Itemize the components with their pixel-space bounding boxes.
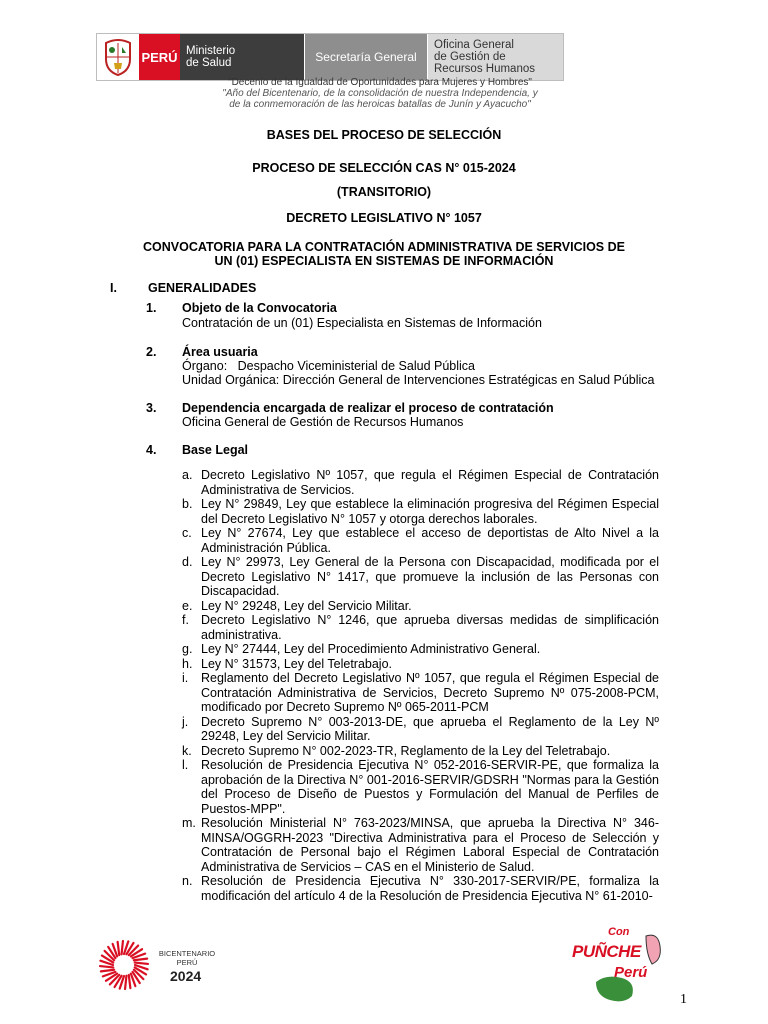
- list-text: Ley N° 29248, Ley del Servicio Militar.: [201, 598, 412, 613]
- list-marker: f.: [182, 613, 189, 627]
- item-number: 2.: [146, 345, 157, 359]
- puche-con: Con: [608, 926, 630, 938]
- bicentenario-year: 2024: [170, 968, 202, 984]
- base-legal-item: [182, 744, 659, 759]
- institution-header: [96, 33, 564, 81]
- base-legal-item: [182, 715, 659, 744]
- base-legal-item: [182, 657, 659, 672]
- list-marker: b.: [182, 497, 193, 511]
- oficina-label: Oficina General de Gestión de Recursos Humanos: [427, 34, 563, 80]
- item-heading: Base Legal: [182, 443, 249, 457]
- item-text: Unidad Orgánica: Dirección General de Intervenciones Estratégicas en Salud Pública: [182, 373, 655, 387]
- list-text: Resolución Ministerial N° 763-2023/MINSA, que aprueba la Directiva N° 346-MINSA/OGGRH-2023 "Directiva Administrativa para el Proceso de Selección y Contratación de Personal bajo el Régimen Laboral Especial de Contratación Administrativa de Servicios – CAS en el Ministerio de Salud.: [201, 816, 659, 874]
- item-heading: Dependencia encargada de realizar el proceso de contratación: [182, 401, 554, 415]
- base-legal-item: [182, 758, 659, 816]
- list-marker: d.: [182, 555, 193, 569]
- base-legal-item: [182, 497, 659, 526]
- item-heading: Área usuaria: [182, 345, 258, 359]
- year-slogans: [200, 77, 560, 110]
- document-title: BASES DEL PROCESO DE SELECCIÓN: [266, 128, 502, 142]
- list-marker: i.: [182, 671, 189, 685]
- list-marker: g.: [182, 642, 193, 656]
- con-puche-peru-logo: [566, 924, 670, 1006]
- list-marker: j.: [182, 714, 189, 729]
- item-text: Oficina General de Gestión de Recursos Humanos: [182, 415, 464, 429]
- list-text: Ley N° 31573, Ley del Teletrabajo.: [201, 656, 393, 671]
- base-legal-item: [182, 613, 659, 642]
- list-text: Ley N° 27444, Ley del Procedimiento Administrativo General.: [201, 642, 541, 656]
- bicentenario-logo: [96, 938, 246, 992]
- list-marker: c.: [182, 526, 192, 540]
- base-legal-item: [182, 468, 659, 497]
- base-legal-item: [182, 599, 659, 614]
- list-text: Ley N° 29973, Ley General de la Persona con Discapacidad, modificada por el Decreto Legislativo N° 1417, que promueve la inclusión de las Personas con Discapacidad.: [201, 555, 659, 598]
- list-text: Ley N° 29849, Ley que establece la eliminación progresiva del Régimen Especial del Decreto Legislativo N° 1057 y otorga derechos laborales.: [201, 497, 659, 526]
- list-text: Resolución de Presidencia Ejecutiva N° 330-2017-SERVIR/PE, formaliza la modificación del artículo 4 de la Resolución de Presidencia Ejecutiva N° 61-2010-: [201, 874, 659, 903]
- list-text: Decreto Legislativo N° 1246, que aprueba diversas medidas de simplificación administrativa.: [201, 613, 659, 642]
- base-legal-item: [182, 874, 659, 903]
- page-number: 1: [680, 992, 687, 1007]
- list-text: Decreto Supremo N° 003-2013-DE, que aprueba el Reglamento de la Ley Nº 29248, Ley del Servicio Militar.: [201, 714, 659, 743]
- section-title: GENERALIDADES: [148, 281, 257, 295]
- list-marker: n.: [182, 874, 193, 888]
- item-number: 3.: [146, 401, 157, 415]
- base-legal-list: [182, 468, 659, 903]
- list-text: Resolución de Presidencia Ejecutiva N° 052-2016-SERVIR-PE, que formaliza la aprobación de la Directiva N° 001-2016-SERVIR/GDSRH "Normas para la Gestión del Proceso de Diseño de Puestos y Formulación del Manual de Perfiles de Puestos-MPP".: [201, 758, 659, 816]
- slogan-line-1: "Decenio de la Igualdad de Oportunidades para Mujeres y Hombres": [228, 77, 532, 88]
- secretaria-label: Secretaría General: [304, 34, 427, 80]
- puche-main: PUÑCHE: [572, 942, 641, 961]
- base-legal-item: [182, 671, 659, 715]
- list-text: Reglamento del Decreto Legislativo Nº 1057, que regula el Régimen Especial de Contratación Administrativa de Servicios, Decreto Supremo Nº 075-2008-PCM, modificado por Decreto Supremo Nº 065-2011-PCM: [201, 671, 659, 714]
- base-legal-item: [182, 816, 659, 874]
- list-marker: m.: [182, 816, 196, 830]
- convocatoria-title: [130, 240, 638, 268]
- slogan-line-2: "Año del Bicentenario, de la consolidación de nuestra Independencia, y: [222, 88, 538, 99]
- peru-brand-label: PERÚ: [139, 34, 180, 80]
- base-legal-item: [182, 555, 659, 599]
- section-number: I.: [110, 281, 117, 295]
- list-text: Decreto Supremo N° 002-2023-TR, Reglamento de la Ley del Teletrabajo.: [201, 743, 611, 758]
- puche-peru: Perú: [614, 964, 648, 981]
- coat-of-arms-icon: [97, 34, 139, 80]
- ministerio-label: Ministerio de Salud: [180, 34, 304, 80]
- list-marker: k.: [182, 743, 192, 758]
- item-number: 1.: [146, 301, 157, 315]
- item-text: Contratación de un (01) Especialista en Sistemas de Información: [182, 316, 542, 330]
- list-text: Ley N° 27674, Ley que establece el acceso de deportistas de Alto Nivel a la Administración Pública.: [201, 526, 659, 555]
- bicentenario-label: BICENTENARIO: [158, 949, 216, 958]
- list-marker: l.: [182, 758, 189, 772]
- convocatoria-line-1: CONVOCATORIA PARA LA CONTRATACIÓN ADMINISTRATIVA DE SERVICIOS DE: [143, 240, 625, 254]
- item-heading: Objeto de la Convocatoria: [182, 301, 337, 315]
- bicentenario-emblem-icon: [96, 938, 152, 992]
- list-text: Decreto Legislativo Nº 1057, que regula el Régimen Especial de Contratación Administrativa de Servicios.: [201, 468, 659, 497]
- item-number: 4.: [146, 443, 157, 457]
- decreto-title: DECRETO LEGISLATIVO N° 1057: [286, 211, 482, 225]
- convocatoria-line-2: UN (01) ESPECIALISTA EN SISTEMAS DE INFORMACIÓN: [214, 254, 554, 268]
- bicentenario-country: PERÚ: [176, 958, 198, 967]
- item-text: Órgano: Despacho Viceministerial de Salud Pública: [182, 359, 475, 373]
- list-marker: a.: [182, 468, 193, 482]
- base-legal-item: [182, 526, 659, 555]
- transitorio-label: (TRANSITORIO): [336, 185, 432, 199]
- process-number: PROCESO DE SELECCIÓN CAS N° 015-2024: [252, 161, 516, 175]
- list-marker: h.: [182, 656, 193, 671]
- list-marker: e.: [182, 598, 193, 613]
- base-legal-item: [182, 642, 659, 657]
- slogan-line-3: de la conmemoración de las heroicas batallas de Junín y Ayacucho": [229, 99, 531, 110]
